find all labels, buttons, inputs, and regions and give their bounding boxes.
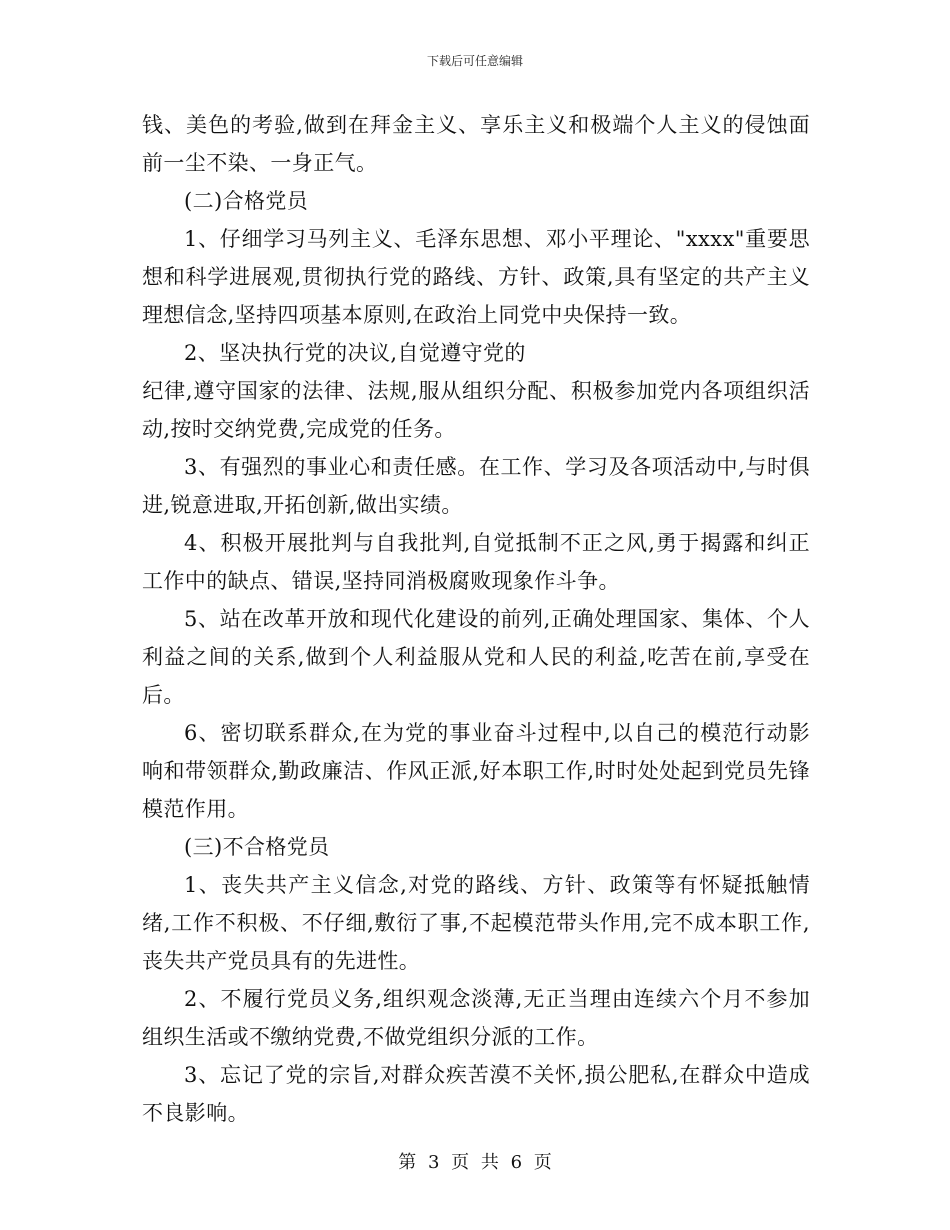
paragraph-item: 5、站在改革开放和现代化建设的前列,正确处理国家、集体、个人利益之间的关系,做到个人利益服从党和人民的利益,吃苦在前,享受在后。 bbox=[142, 607, 810, 707]
section-heading-qualified: (二)合格党员 bbox=[184, 189, 309, 213]
paragraph-item: 2、不履行党员义务,组织观念淡薄,无正当理由连续六个月不参加组织生活或不缴纳党费,不做党组织分派的工作。 bbox=[142, 987, 810, 1049]
paragraph-item: 3、忘记了党的宗旨,对群众疾苦漠不关怀,损公肥私,在群众中造成不良影响。 bbox=[142, 1063, 810, 1125]
paragraph-item: 3、有强烈的事业心和责任感。在工作、学习及各项活动中,与时俱进,锐意进取,开拓创新,做出实绩。 bbox=[142, 455, 810, 517]
paragraph-item: 4、积极开展批判与自我批判,自觉抵制不正之风,勇于揭露和纠正工作中的缺点、错误,坚持同消极腐败现象作斗争。 bbox=[142, 531, 810, 593]
paragraph-item: 1、丧失共产主义信念,对党的路线、方针、政策等有怀疑抵触情绪,工作不积极、不仔细,敷衍了事,不起模范带头作用,完不成本职工作,丧失共产党员具有的先进性。 bbox=[142, 873, 810, 973]
section-heading-unqualified: (三)不合格党员 bbox=[184, 835, 330, 859]
paragraph-item-continuation bbox=[142, 372, 810, 448]
page-number: 第 3 页 共 6 页 bbox=[398, 1152, 552, 1173]
paragraph-continuation: 钱、美色的考验,做到在拜金主义、享乐主义和极端个人主义的侵蚀面前一尘不染、一身正气。 bbox=[142, 113, 810, 175]
paragraph-item: 1、仔细学习马列主义、毛泽东思想、邓小平理论、"xxxx"重要思想和科学进展观,贯彻执行党的路线、方针、政策,具有坚定的共产主义理想信念,坚持四项基本原则,在政治上同党中央保持一致。 bbox=[142, 227, 810, 327]
document-body bbox=[142, 106, 810, 1132]
paragraph-item: 6、密切联系群众,在为党的事业奋斗过程中,以自己的模范行动影响和带领群众,勤政廉洁、作风正派,好本职工作,时时处处起到党员先锋模范作用。 bbox=[142, 721, 810, 821]
paragraph-item-continuation-text: 纪律,遵守国家的法律、法规,服从组织分配、积极参加党内各项组织活动,按时交纳党费,完成党的任务。 bbox=[142, 379, 810, 441]
page-header: 下载后可任意编辑 bbox=[426, 54, 523, 68]
paragraph-item: 2、坚决执行党的决议,自觉遵守党的 bbox=[184, 341, 526, 365]
